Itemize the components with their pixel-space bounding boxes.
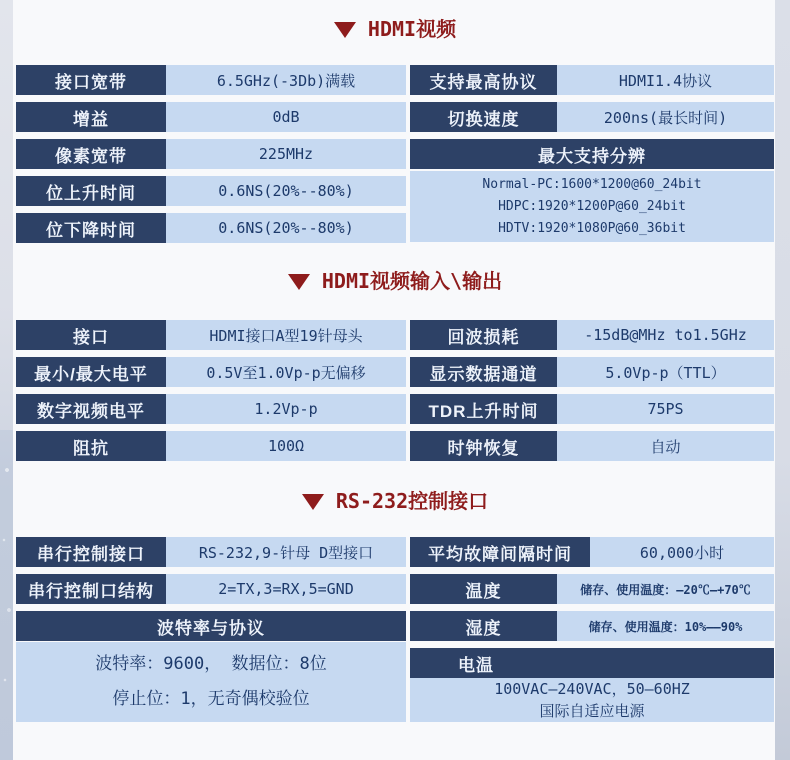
baud-protocol-cell bbox=[16, 642, 406, 722]
table-row bbox=[16, 574, 406, 604]
table-row bbox=[16, 357, 406, 387]
spec-value: RS-232,9-针母 D型接口 bbox=[166, 537, 406, 567]
power-header: 电温 bbox=[410, 648, 774, 678]
hdmi-io-left-table bbox=[16, 320, 406, 468]
spec-label: 回波损耗 bbox=[410, 320, 557, 350]
table-row bbox=[410, 320, 774, 350]
resolution-line: HDTV:1920*1080P@60_36bit bbox=[498, 220, 686, 236]
spec-value: 1.2Vp-p bbox=[166, 394, 406, 424]
table-row bbox=[410, 431, 774, 461]
spec-value: 60,000小时 bbox=[590, 537, 774, 567]
spec-label: 湿度 bbox=[410, 611, 557, 641]
spec-value: 75PS bbox=[557, 394, 774, 424]
spec-value: 自动 bbox=[557, 431, 774, 461]
power-line: 国际自适应电源 bbox=[539, 702, 645, 720]
table-row bbox=[16, 213, 406, 243]
spec-value: 225MHz bbox=[166, 139, 406, 169]
spec-label: 温度 bbox=[410, 574, 557, 604]
spec-value: 6.5GHz(-3Db)满载 bbox=[166, 65, 406, 95]
spec-label: 最小/最大电平 bbox=[16, 357, 166, 387]
spec-label: 支持最高协议 bbox=[410, 65, 557, 95]
triangle-down-icon bbox=[334, 22, 356, 38]
spec-label: 显示数据通道 bbox=[410, 357, 557, 387]
spec-label: 接口宽带 bbox=[16, 65, 166, 95]
page-right-border bbox=[775, 0, 790, 760]
spec-label: 数字视频电平 bbox=[16, 394, 166, 424]
spec-value: 储存、使用温度：—20℃—+70℃ bbox=[557, 574, 774, 604]
table-row bbox=[410, 357, 774, 387]
section-title-hdmi-io bbox=[16, 266, 774, 296]
section-title-rs232 bbox=[16, 486, 774, 516]
hdmi-video-right-table bbox=[410, 65, 774, 242]
section-title-text: RS-232控制接口 bbox=[335, 489, 489, 513]
spec-value: HDMI接口A型19针母头 bbox=[166, 320, 406, 350]
spec-value: 0dB bbox=[166, 102, 406, 132]
resolution-line: Normal-PC:1600*1200@60_24bit bbox=[482, 176, 702, 192]
spec-value: 0.6NS(20%--80%) bbox=[166, 176, 406, 206]
spec-value: -15dB@MHz to1.5GHz bbox=[557, 320, 774, 350]
table-row bbox=[16, 431, 406, 461]
spec-label: 接口 bbox=[16, 320, 166, 350]
table-row bbox=[16, 176, 406, 206]
spec-label: 增益 bbox=[16, 102, 166, 132]
spec-label: 时钟恢复 bbox=[410, 431, 557, 461]
spec-label: 位上升时间 bbox=[16, 176, 166, 206]
spec-value: 储存、使用温度：10%——90% bbox=[557, 611, 774, 641]
section-title-text: HDMI视频 bbox=[367, 17, 457, 41]
baud-line: 波特率：9600， 数据位：8位 bbox=[95, 654, 327, 674]
rs232-left-table bbox=[16, 537, 406, 722]
triangle-down-icon bbox=[302, 494, 324, 510]
spec-label: 阻抗 bbox=[16, 431, 166, 461]
table-row bbox=[16, 320, 406, 350]
spec-label: 像素宽带 bbox=[16, 139, 166, 169]
table-row bbox=[410, 611, 774, 641]
baud-protocol-header: 波特率与协议 bbox=[16, 611, 406, 641]
section-title-text: HDMI视频输入\输出 bbox=[321, 269, 503, 293]
spec-value: 0.5V至1.0Vp-p无偏移 bbox=[166, 357, 406, 387]
spec-label: 平均故障间隔时间 bbox=[410, 537, 590, 567]
max-resolution-cell bbox=[410, 171, 774, 242]
table-row bbox=[16, 537, 406, 567]
resolution-line: HDPC:1920*1200P@60_24bit bbox=[498, 198, 686, 214]
table-row bbox=[16, 102, 406, 132]
spec-label: 串行控制口结构 bbox=[16, 574, 166, 604]
section-title-hdmi-video bbox=[16, 14, 774, 44]
spec-label: 位下降时间 bbox=[16, 213, 166, 243]
table-row bbox=[16, 65, 406, 95]
rs232-right-table bbox=[410, 537, 774, 722]
spec-value: 5.0Vp-p（TTL） bbox=[557, 357, 774, 387]
table-row bbox=[410, 537, 774, 567]
spec-value: 0.6NS(20%--80%) bbox=[166, 213, 406, 243]
triangle-down-icon bbox=[288, 274, 310, 290]
spec-label: 切换速度 bbox=[410, 102, 557, 132]
table-row bbox=[410, 65, 774, 95]
spec-value: HDMI1.4协议 bbox=[557, 65, 774, 95]
page-left-border bbox=[0, 0, 13, 760]
spec-label: 串行控制接口 bbox=[16, 537, 166, 567]
table-row bbox=[410, 574, 774, 604]
spec-value: 100Ω bbox=[166, 431, 406, 461]
table-row bbox=[16, 394, 406, 424]
spec-value: 2=TX,3=RX,5=GND bbox=[166, 574, 406, 604]
spec-label: TDR上升时间 bbox=[410, 394, 557, 424]
table-row bbox=[410, 394, 774, 424]
hdmi-video-left-table bbox=[16, 65, 406, 250]
power-line: 100VAC—240VAC，50—60HZ bbox=[494, 680, 690, 698]
max-resolution-header: 最大支持分辨 bbox=[410, 139, 774, 169]
hdmi-io-right-table bbox=[410, 320, 774, 468]
table-row bbox=[410, 102, 774, 132]
table-row bbox=[16, 139, 406, 169]
power-cell bbox=[410, 678, 774, 722]
spec-value: 200ns(最长时间) bbox=[557, 102, 774, 132]
baud-line: 停止位：1，无奇偶校验位 bbox=[112, 689, 310, 709]
